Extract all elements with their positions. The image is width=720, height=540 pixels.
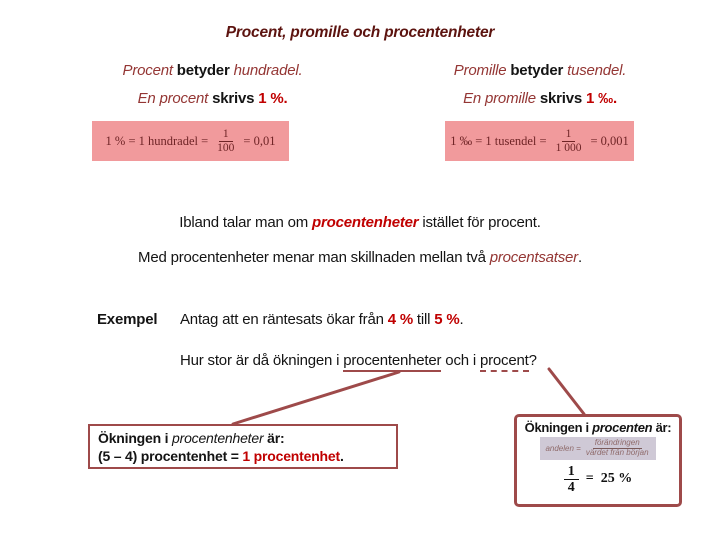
answer-left-line2: (5 – 4) procentenhet = 1 procentenhet. xyxy=(98,448,344,464)
permille-formula-box: 1 ‰ = 1 tusendel = $\frac{1}{1 000}$ = 0,001 xyxy=(445,121,634,161)
answer-box-procentenheter xyxy=(88,424,398,469)
fraction-1-4: $\frac{1}{4}$ xyxy=(564,464,579,496)
fraction-1-100: $\frac{1}{100}$ xyxy=(217,127,235,154)
body-line2: Med procentenheter menar man skillnaden mellan två procentsatser. xyxy=(138,249,582,266)
fraction-1-1000: $\frac{1}{1 000}$ xyxy=(555,127,582,154)
example-question: Hur stor är då ökningen i procentenheter och i procent? xyxy=(180,352,537,369)
pointer-line-right xyxy=(549,369,584,414)
page-title: Procent, promille och procentenheter xyxy=(225,24,495,41)
intro-procent-line1: Procent betyder hundradel. xyxy=(122,62,303,79)
fraction-change-over-start: $\frac{\text{förändringen}}{\text{värdet från början}}$ xyxy=(585,438,649,457)
word-procent: Procent xyxy=(122,62,173,79)
intro-procent-line2: En procent skrivs 1 %. xyxy=(137,90,288,107)
word-procentsatser: procentsatser xyxy=(489,249,578,266)
word-hundradel: hundradel. xyxy=(233,62,303,79)
result-1-procentenhet: 1 procentenhet xyxy=(242,448,340,464)
percent-symbol: 1 %. xyxy=(258,90,288,107)
percent-formula-box: 1 % = 1 hundradel = $\frac{1}{100}$ = 0,01 xyxy=(92,121,289,161)
highlighted-formula: andelen = $\frac{\text{förändringen}}{\text{värdet från början}}$ xyxy=(540,437,655,460)
pointer-line-left xyxy=(233,372,399,424)
underlined-procent: procent xyxy=(480,352,529,372)
result-25-percent: 25 % xyxy=(600,471,633,487)
word-promille: Promille xyxy=(453,62,507,79)
underlined-procentenheter: procentenheter xyxy=(343,352,441,372)
intro-promille-line2: En promille skrivs 1 ‰. xyxy=(463,90,617,107)
answer-right-title: Ökningen i procenten är: xyxy=(524,420,672,435)
intro-promille-line1: Promille betyder tusendel. xyxy=(453,62,627,79)
body-line1: Ibland talar man om procentenheter istället för procent. xyxy=(179,214,541,231)
word-procentenheter: procentenheter xyxy=(312,214,419,231)
value-5-percent: 5 % xyxy=(434,311,460,328)
permille-symbol: 1 ‰. xyxy=(586,90,617,107)
value-4-percent: 4 % xyxy=(387,311,413,328)
answer-box-procent xyxy=(514,414,682,507)
example-sentence: Antag att en räntesats ökar från 4 % till 5 %. xyxy=(180,311,464,328)
word-tusendel: tusendel. xyxy=(567,62,627,79)
result-formula: $\frac{1}{4}$ = 25 % xyxy=(521,464,675,496)
answer-left-line1: Ökningen i procentenheter är: xyxy=(98,430,285,446)
example-label: Exempel xyxy=(97,311,158,328)
